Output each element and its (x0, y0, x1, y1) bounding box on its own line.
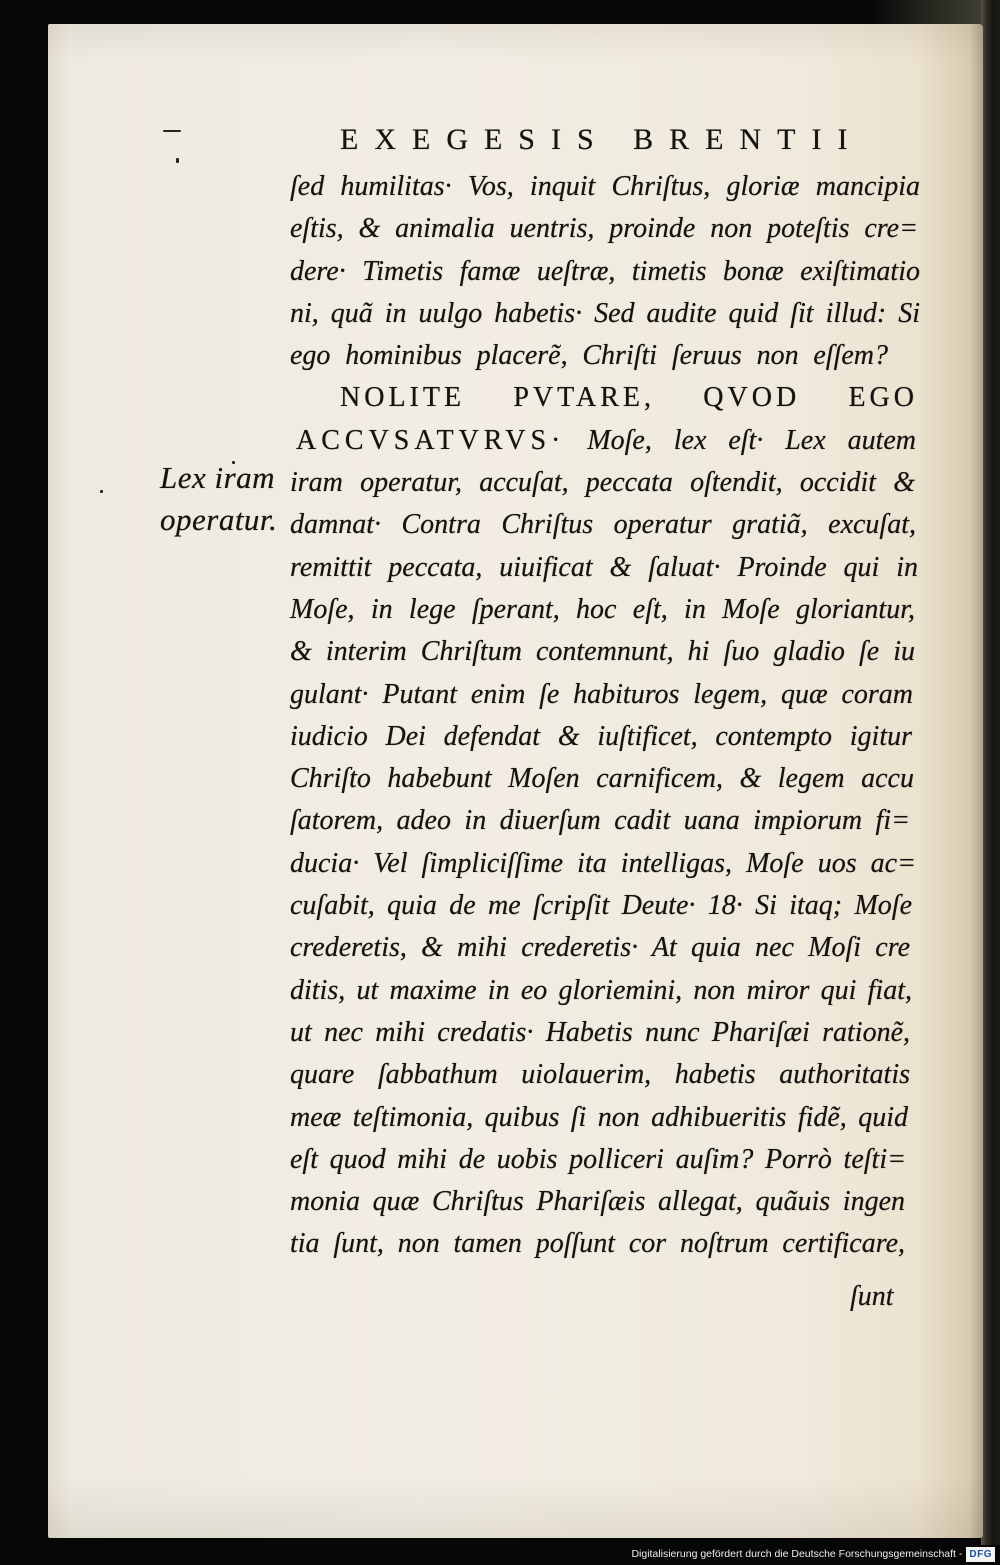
ink-speck (100, 490, 103, 493)
binding-edge (981, 0, 1000, 1545)
text-line-remainder: Moſe, lex eſt· Lex autem (587, 424, 917, 456)
text-line: ego hominibus placerẽ, Chriſti ſeruus non eſſem? (290, 340, 888, 372)
lemma-word: ACCVSATVRVS· (296, 424, 566, 456)
marginal-note (160, 457, 277, 541)
marginal-note-line: operatur. (160, 502, 278, 537)
text-line: cuſabit, quia de me ſcripſit Deute· 18· Si itaq; Moſe (290, 890, 912, 922)
text-line: Chriſto habebunt Moſen carnificem, & legem accu (290, 763, 914, 795)
catchword: ſunt (850, 1281, 894, 1312)
text-line: monia quæ Chriſtus Phariſæis allegat, quãuis ingen (290, 1186, 905, 1218)
text-line: tia ſunt, non tamen poſſunt cor noſtrum certificare, (290, 1228, 905, 1260)
dfg-logo: DFG (966, 1547, 995, 1562)
text-line (296, 420, 916, 462)
running-head: EXEGESIS BRENTII (340, 123, 864, 156)
text-line: ſatorem, adeo in diuerſum cadit uana impiorum fi= (290, 805, 910, 837)
ink-speck (176, 158, 179, 163)
lemma-line: NOLITE PVTARE, QVOD EGO (340, 382, 918, 414)
digitization-footer (631, 1546, 995, 1562)
text-line: ditis, ut maxime in eo gloriemini, non miror qui fiat, (290, 974, 912, 1006)
text-line: Moſe, in lege ſperant, hoc eſt, in Moſe gloriantur, (290, 593, 915, 625)
text-line: dere· Timetis famæ ueſtræ, timetis bonæ exiſtimatio (290, 255, 920, 287)
text-line: ut nec mihi credatis· Habetis nunc Phariſæi rationẽ, (290, 1016, 910, 1048)
text-line: iudicio Dei defendat & iuſtificet, contempto igitur (290, 720, 912, 752)
marginal-note-line: Lex iram (160, 460, 276, 495)
digitization-credit: Digitalisierung gefördert durch die Deutsche Forschungsgemeinschaft - (631, 1548, 963, 1560)
text-line: ducia· Vel ſimpliciſſime ita intelligas, Moſe uos ac= (290, 847, 916, 879)
text-line: crederetis, & mihi crederetis· At quia nec Moſi cre (290, 932, 910, 964)
text-line: gulant· Putant enim ſe habituros legem, quæ coram (290, 678, 913, 710)
text-line: & interim Chriſtum contemnunt, hi ſuo gladio ſe iu (290, 636, 915, 668)
text-line: eſtis, & animalia uentris, proinde non poteſtis cre= (290, 213, 918, 245)
text-line: iram operatur, accuſat, peccata oſtendit, occidit & (290, 467, 915, 499)
text-line: damnat· Contra Chriſtus operatur gratiã, excuſat, (290, 509, 916, 541)
text-line: quare ſabbathum uiolauerim, habetis authoritatis (290, 1059, 910, 1091)
text-block (290, 166, 920, 1266)
text-line: ni, quã in uulgo habetis· Sed audite quid ſit illud: Si (290, 297, 920, 329)
ink-speck (163, 130, 181, 132)
text-line: meæ teſtimonia, quibus ſi non adhibueritis fidẽ, quid (290, 1101, 908, 1133)
text-line: remittit peccata, uiuificat & ſaluat· Proinde qui in (290, 551, 918, 583)
text-line: eſt quod mihi de uobis polliceri auſim? Porrò teſti= (290, 1143, 906, 1175)
book-page (48, 24, 983, 1538)
text-line: ſed humilitas· Vos, inquit Chriſtus, gloriæ mancipia (290, 171, 920, 202)
